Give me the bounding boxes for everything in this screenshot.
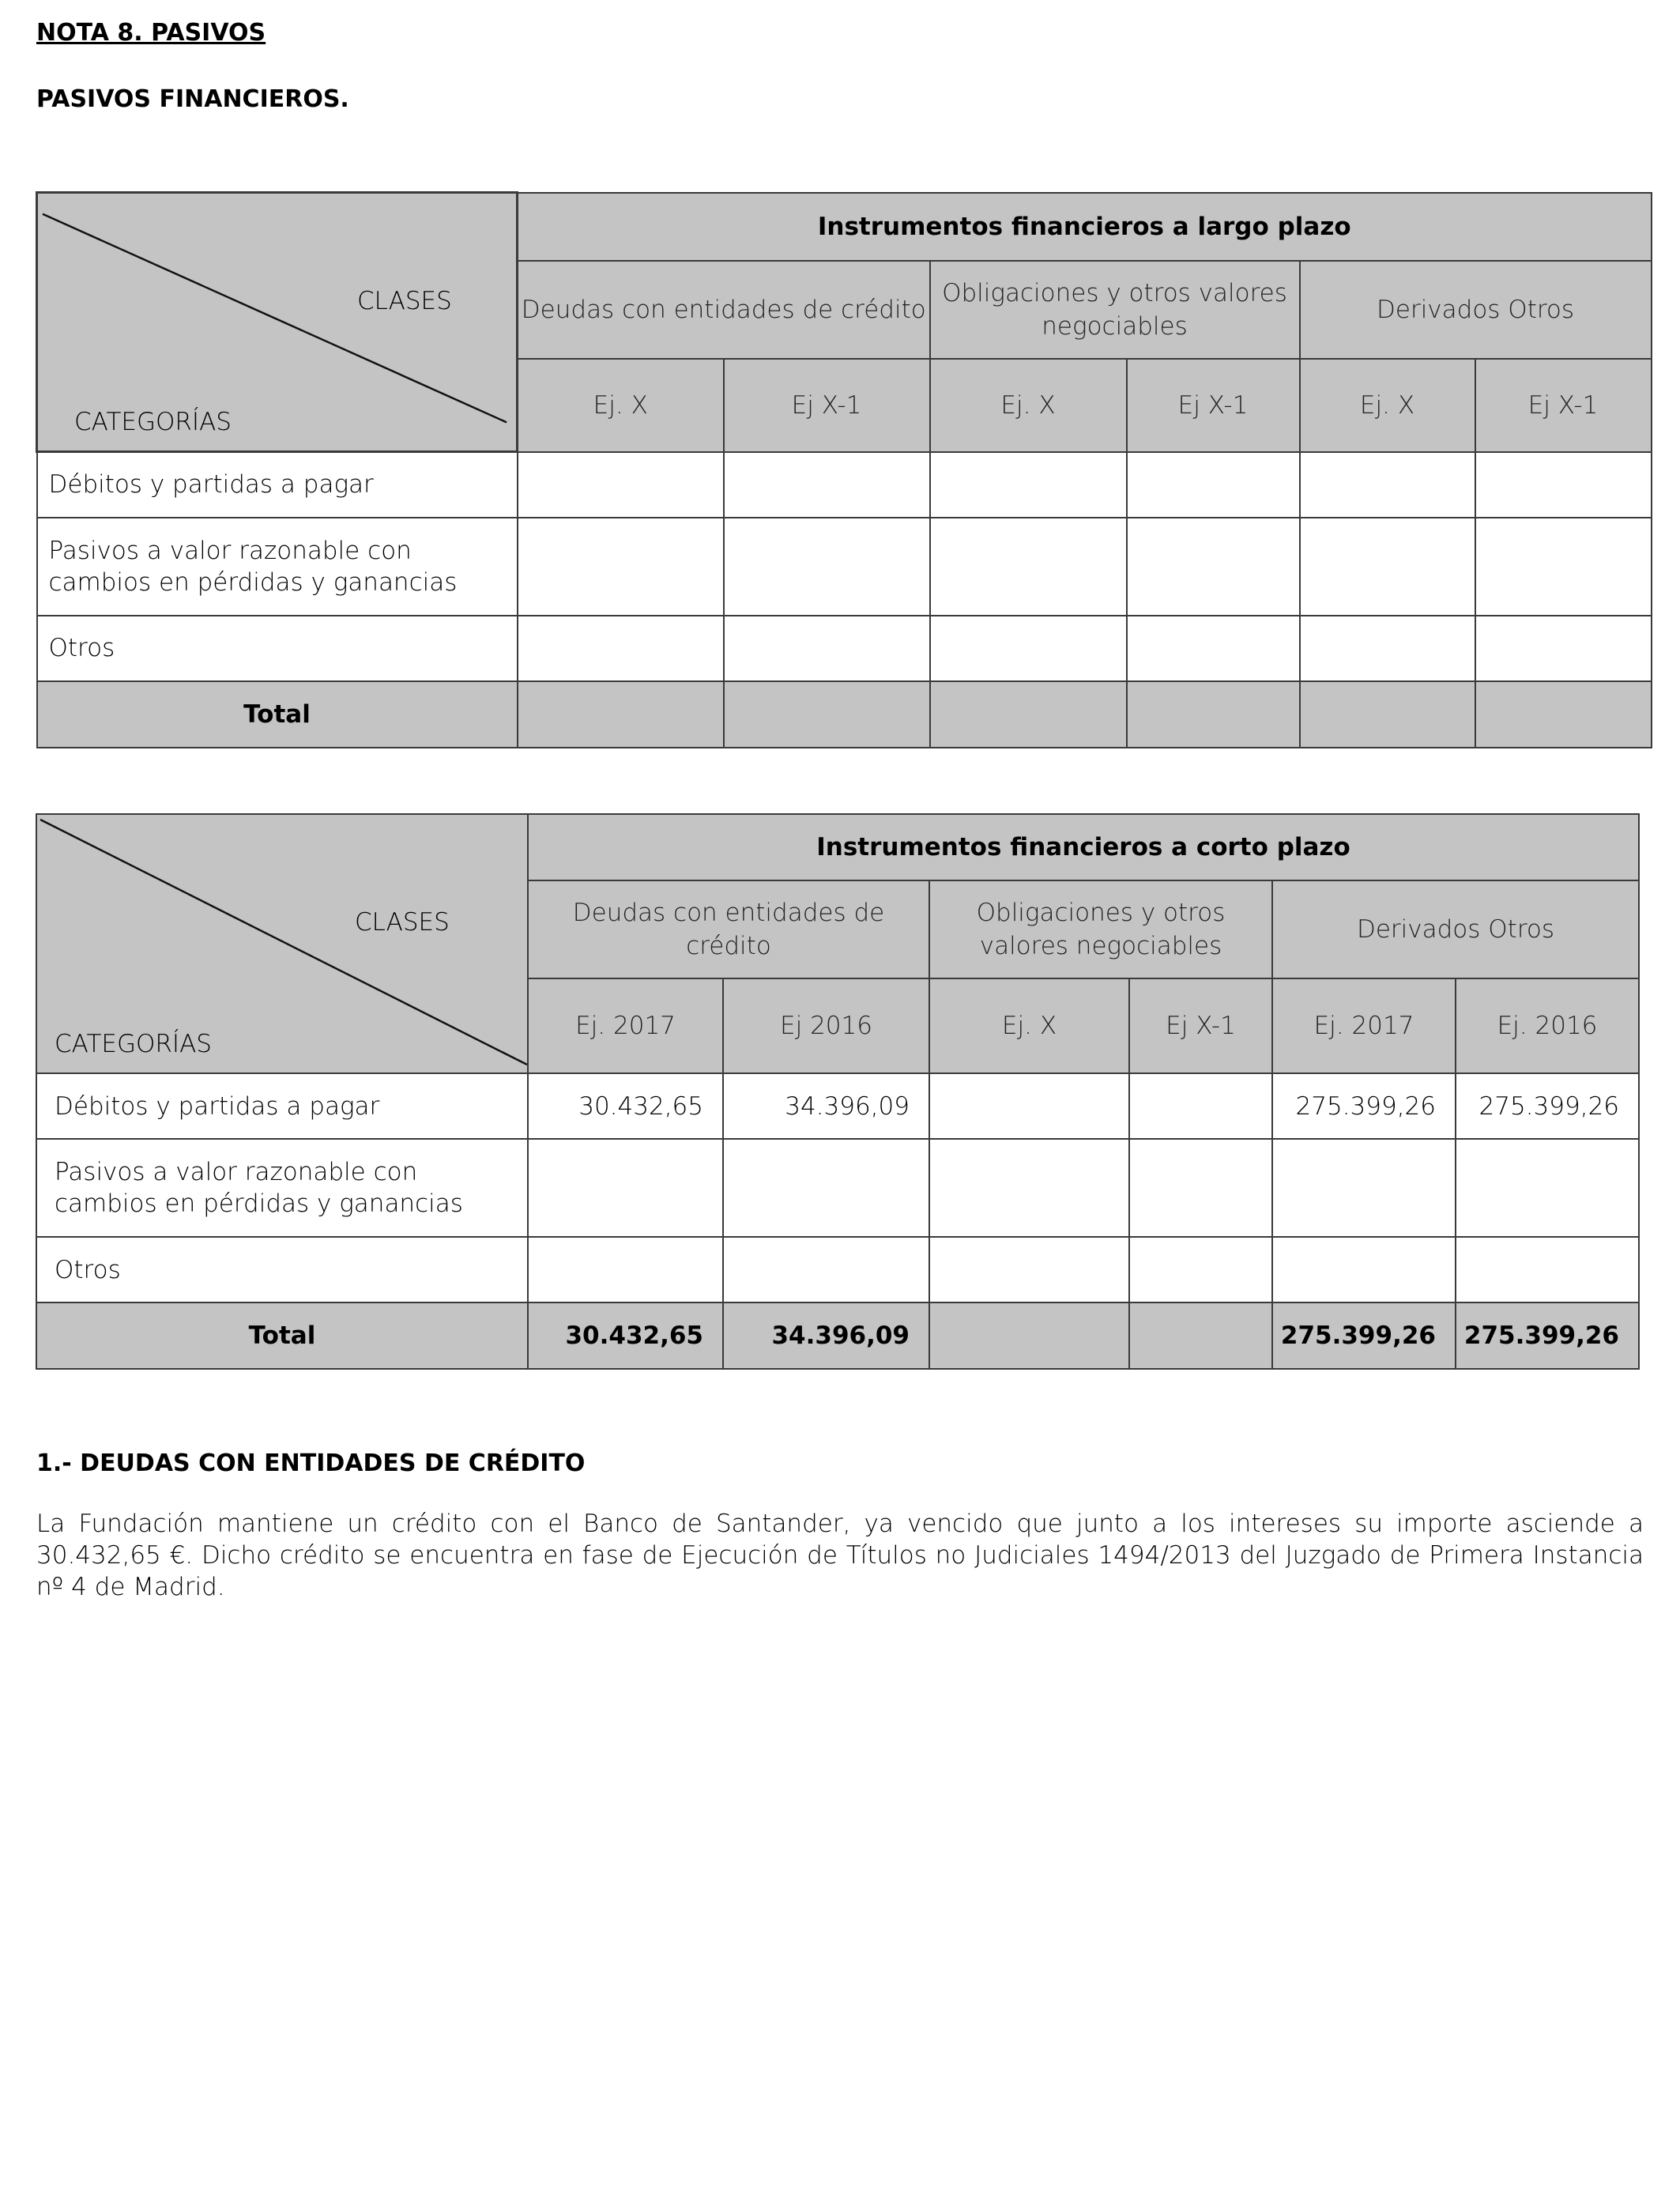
value-cell [1129, 1073, 1272, 1139]
period-header: Ej 2016 [723, 978, 929, 1073]
value-cell [1475, 518, 1652, 616]
period-header: Ej X-1 [724, 359, 930, 452]
value-cell [1456, 1237, 1639, 1302]
total-label: Total [37, 681, 518, 748]
row-label: Débitos y partidas a pagar [37, 452, 518, 518]
table-row [36, 1139, 1639, 1237]
table-row [36, 1237, 1639, 1302]
value-cell [724, 452, 930, 518]
table-row [37, 616, 1652, 681]
period-header: Ej. X [930, 359, 1127, 452]
group-header: Deudas con entidades de crédito [518, 261, 930, 359]
value-cell [518, 616, 724, 681]
value-cell: 275.399,26 [1272, 1073, 1456, 1139]
corner-header [36, 814, 528, 1073]
period-header: Ej. 2017 [1272, 978, 1456, 1073]
table-row [37, 452, 1652, 518]
table-title: Instrumentos financieros a largo plazo [518, 193, 1652, 261]
corner-header [37, 193, 518, 452]
subsection-title: 1.- DEUDAS CON ENTIDADES DE CRÉDITO [36, 1449, 586, 1477]
row-label: Pasivos a valor razonable con cambios en pérdidas y ganancias [36, 1139, 528, 1237]
group-header: Obligaciones y otros valores negociables [929, 880, 1272, 978]
value-cell [518, 452, 724, 518]
value-cell [929, 1237, 1129, 1302]
row-label: Otros [36, 1237, 528, 1302]
value-cell [1475, 616, 1652, 681]
value-cell [1475, 452, 1652, 518]
total-cell [1300, 681, 1475, 748]
value-cell: 30.432,65 [528, 1073, 723, 1139]
value-cell [1127, 518, 1300, 616]
value-cell [1272, 1139, 1456, 1237]
group-header: Derivados Otros [1300, 261, 1652, 359]
total-row [36, 1302, 1639, 1369]
value-cell [930, 518, 1127, 616]
total-cell: 275.399,26 [1272, 1302, 1456, 1369]
row-label: Pasivos a valor razonable con cambios en pérdidas y ganancias [37, 518, 518, 616]
total-cell [1475, 681, 1652, 748]
period-header: Ej. X [929, 978, 1129, 1073]
period-header: Ej. X [518, 359, 724, 452]
value-cell [1129, 1237, 1272, 1302]
period-header: Ej X-1 [1129, 978, 1272, 1073]
row-label: Débitos y partidas a pagar [36, 1073, 528, 1139]
total-cell [1127, 681, 1300, 748]
period-header: Ej. 2016 [1456, 978, 1639, 1073]
total-cell [1129, 1302, 1272, 1369]
value-cell [723, 1139, 929, 1237]
total-cell [929, 1302, 1129, 1369]
group-header: Obligaciones y otros valores negociables [930, 261, 1300, 359]
row-label: Otros [37, 616, 518, 681]
value-cell [528, 1139, 723, 1237]
total-cell: 30.432,65 [528, 1302, 723, 1369]
table-title: Instrumentos financieros a corto plazo [528, 814, 1639, 880]
value-cell [518, 518, 724, 616]
total-row [37, 681, 1652, 748]
value-cell [930, 452, 1127, 518]
total-cell: 34.396,09 [723, 1302, 929, 1369]
long-term-liabilities-table [36, 191, 1652, 748]
group-header: Deudas con entidades de crédito [528, 880, 929, 978]
value-cell [1129, 1139, 1272, 1237]
value-cell [1272, 1237, 1456, 1302]
value-cell: 34.396,09 [723, 1073, 929, 1139]
group-header: Derivados Otros [1272, 880, 1639, 978]
value-cell [930, 616, 1127, 681]
total-cell [518, 681, 724, 748]
clases-label: CLASES [357, 287, 452, 315]
value-cell [1127, 616, 1300, 681]
value-cell [1300, 452, 1475, 518]
value-cell [929, 1139, 1129, 1237]
value-cell [929, 1073, 1129, 1139]
section-title: PASIVOS FINANCIEROS. [36, 85, 349, 113]
note-title: NOTA 8. PASIVOS [36, 19, 266, 47]
period-header: Ej X-1 [1475, 359, 1652, 452]
total-label: Total [36, 1302, 528, 1369]
period-header: Ej. 2017 [528, 978, 723, 1073]
clases-label: CLASES [355, 908, 450, 937]
table-row [37, 518, 1652, 616]
total-cell: 275.399,26 [1456, 1302, 1639, 1369]
value-cell [723, 1237, 929, 1302]
table-row [36, 1073, 1639, 1139]
categorias-label: CATEGORÍAS [74, 408, 232, 436]
total-cell [930, 681, 1127, 748]
value-cell [1300, 518, 1475, 616]
short-term-liabilities-table [36, 813, 1640, 1370]
value-cell [1456, 1139, 1639, 1237]
body-paragraph: La Fundación mantiene un crédito con el Banco de Santander, ya vencido que junto a los intereses su importe asciende a 30.432,65 €. Dicho crédito se encuentra en fase de Ejecución de Títulos no Judiciales 1494/2013 del Juzgado de Primera Instancia nº 4 de Madrid. [36, 1510, 1644, 1601]
value-cell [528, 1237, 723, 1302]
total-cell [724, 681, 930, 748]
value-cell [1300, 616, 1475, 681]
period-header: Ej. X [1300, 359, 1475, 452]
period-header: Ej X-1 [1127, 359, 1300, 452]
value-cell [724, 616, 930, 681]
value-cell: 275.399,26 [1456, 1073, 1639, 1139]
value-cell [1127, 452, 1300, 518]
categorias-label: CATEGORÍAS [55, 1030, 212, 1058]
value-cell [724, 518, 930, 616]
